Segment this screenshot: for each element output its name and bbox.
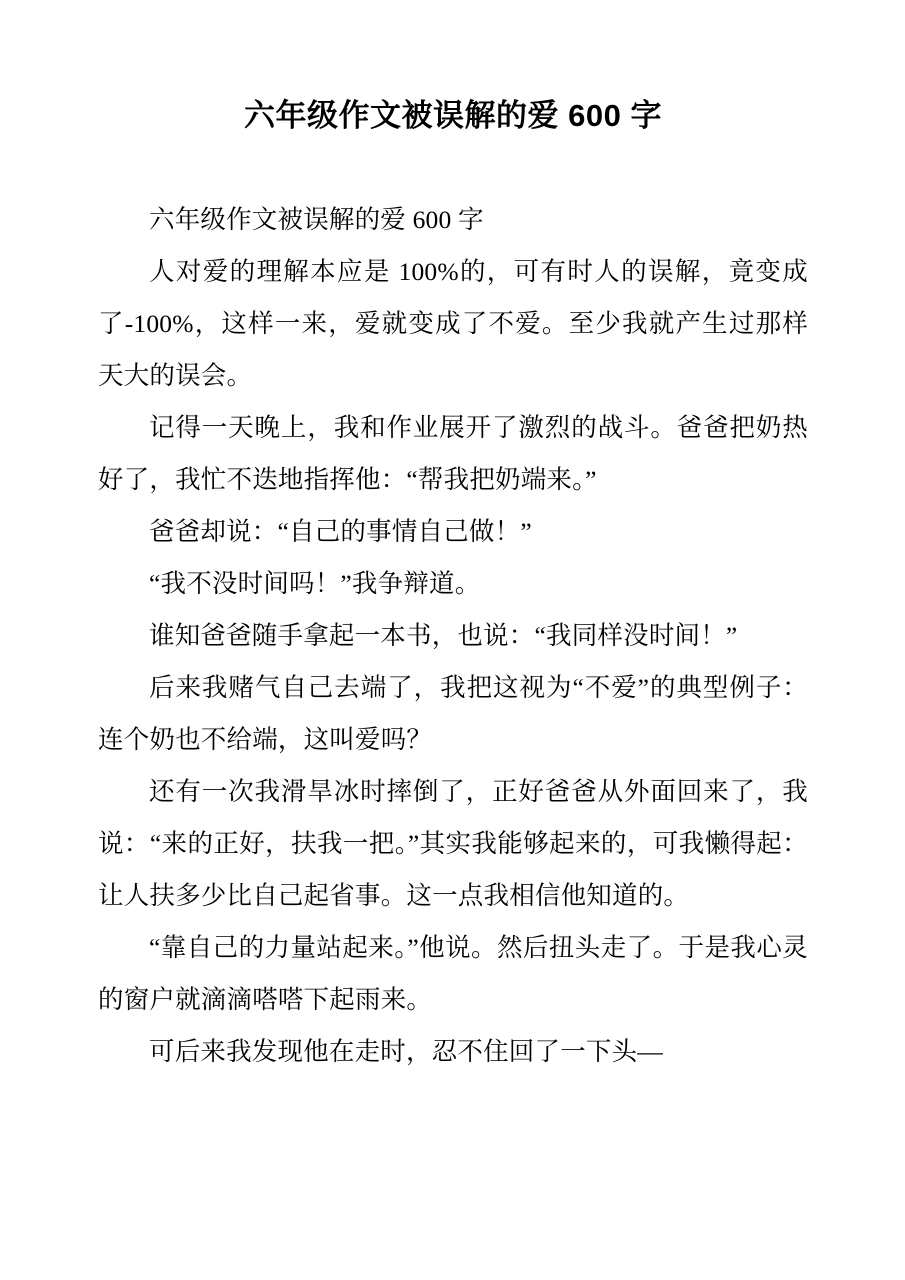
paragraph: 记得一天晚上，我和作业展开了激烈的战斗。爸爸把奶热好了，我忙不迭地指挥他：“帮我把奶端来。” <box>98 413 808 494</box>
paragraph: 可后来我发现他在走时，忍不住回了一下头— <box>149 1037 664 1066</box>
page-title: 六年级作文被误解的爱 600 字 <box>244 98 662 133</box>
paragraph: 后来我赌气自己去端了，我把这视为“不爱”的典型例子：连个奶也不给端，这叫爱吗？ <box>98 673 808 754</box>
document-content <box>98 96 808 1078</box>
paragraph: “靠自己的力量站起来。”他说。然后扭头走了。于是我心灵的窗户就滴滴嗒嗒下起雨来。 <box>98 933 808 1014</box>
paragraph: “我不没时间吗！”我争辩道。 <box>149 569 481 598</box>
paragraph: 爸爸却说：“自己的事情自己做！” <box>149 517 532 546</box>
document-body <box>98 194 808 1078</box>
paragraph: 谁知爸爸随手拿起一本书，也说：“我同样没时间！” <box>149 621 738 650</box>
paragraph: 还有一次我滑旱冰时摔倒了，正好爸爸从外面回来了，我说：“来的正好，扶我一把。”其实我能够起来的，可我懒得起：让人扶多少比自己起省事。这一点我相信他知道的。 <box>98 777 808 910</box>
paragraph: 人对爱的理解本应是 100%的，可有时人的误解，竟变成了-100%，这样一来，爱就变成了不爱。至少我就产生过那样天大的误会。 <box>98 257 808 390</box>
paragraph: 六年级作文被误解的爱 600 字 <box>149 205 484 234</box>
